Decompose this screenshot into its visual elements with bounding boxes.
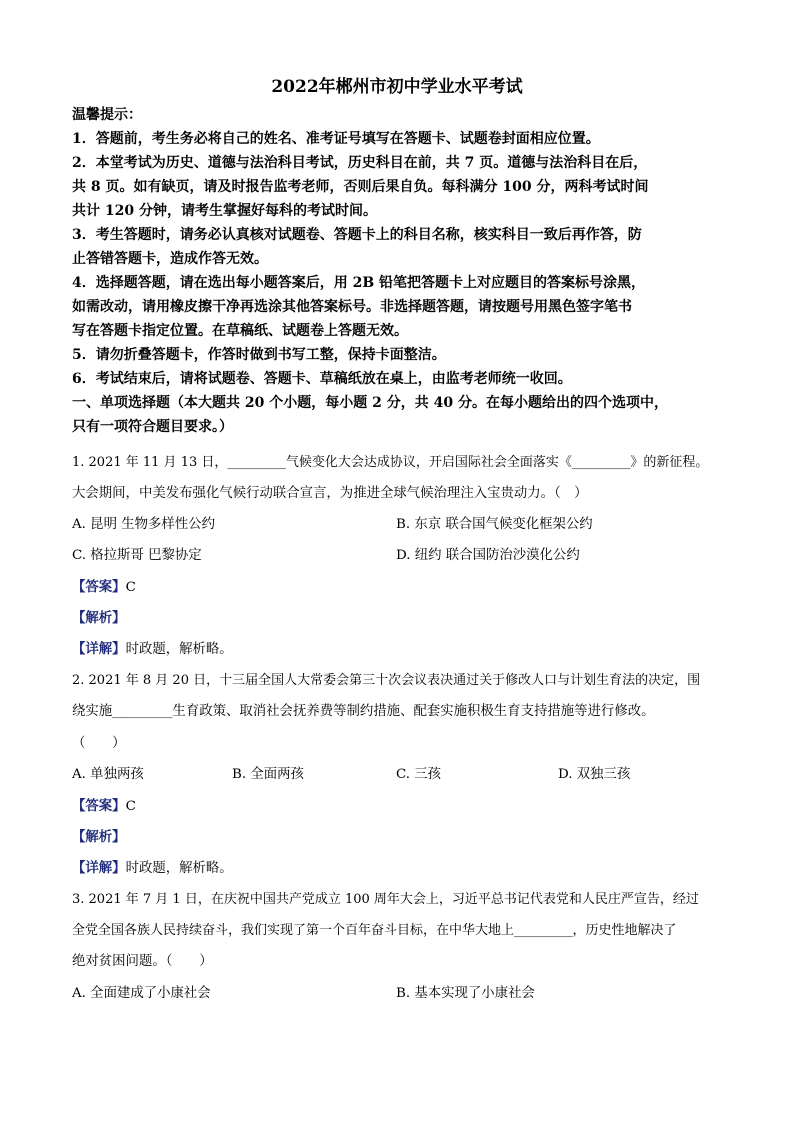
detail-line <box>72 640 728 659</box>
option-a: A. 单独两孩 <box>72 767 144 782</box>
question-3-stem: 全党全国各族人民持续奋斗，我们实现了第一个百年奋斗目标，在中华大地上_________，历史性地解决了 <box>72 923 677 938</box>
answer-tag: 【答案】 <box>72 579 126 595</box>
detail-tag: 【详解】 <box>72 860 126 876</box>
detail-line <box>72 859 728 878</box>
notice-heading: 温馨提示： <box>72 107 142 123</box>
answer-value: C <box>125 580 136 595</box>
section-heading: 一、单项选择题（本大题共 20 个小题，每小题 2 分，共 40 分。在每小题给出的四个选项中， <box>72 395 668 411</box>
option-b: B. 基本实现了小康社会 <box>396 986 535 1001</box>
analysis-tag: 【解析】 <box>72 610 126 626</box>
option-d: D. 双独三孩 <box>558 767 631 782</box>
answer-line <box>72 578 728 597</box>
notice-line: 写在答题卡指定位置。在草稿纸、试题卷上答题无效。 <box>72 323 408 339</box>
notice-line: 止答错答题卡，造成作答无效。 <box>72 251 268 267</box>
answer-line <box>72 797 728 816</box>
notice-line: 共计 120 分钟，请考生掌握好每科的考试时间。 <box>72 203 377 219</box>
option-a: A. 昆明 生物多样性公约 <box>72 517 215 532</box>
analysis-tag: 【解析】 <box>72 829 126 845</box>
notice-line: 6．考试结束后，请将试题卷、答题卡、草稿纸放在桌上，由监考老师统一收回。 <box>72 371 572 387</box>
section-heading: 只有一项符合题目要求。） <box>72 419 233 435</box>
option-a: A. 全面建成了小康社会 <box>72 986 211 1001</box>
notice-line: 共 8 页。如有缺页，请及时报告监考老师，否则后果自负。每科满分 100 分，两科考试时间 <box>72 179 649 195</box>
notice-line: 4．选择题答题，请在选出每小题答案后，用 2B 铅笔把答题卡上对应题目的答案标号涂黑， <box>72 275 646 291</box>
question-3-stem: 3. 2021 年 7 月 1 日，在庆祝中国共产党成立 100 周年大会上，习近平总书记代表党和人民庄严宣告，经过 <box>72 892 699 907</box>
notice-line: 如需改动，请用橡皮擦干净再选涂其他答案标号。非选择题答题，请按题号用黑色签字笔书 <box>72 299 632 315</box>
option-c: C. 三孩 <box>396 767 442 782</box>
question-3-stem: 绝对贫困问题。（ ） <box>72 954 213 969</box>
question-2-stem: 绕实施_________生育政策、取消社会抚养费等制约措施、配套实施积极生育支持措施等进行修改。 <box>72 704 655 719</box>
question-1-stem: 大会期间，中美发布强化气候行动联合宣言，为推进全球气候治理注入宝贵动力。（ ） <box>72 486 588 501</box>
option-c: C. 格拉斯哥 巴黎协定 <box>72 548 202 563</box>
question-2-stem: 2. 2021 年 8 月 20 日，十三届全国人大常委会第三十次会议表决通过关于修改人口与计划生育法的决定，围 <box>72 673 701 688</box>
detail-text: 时政题，解析略。 <box>125 642 233 657</box>
analysis-line <box>72 609 728 628</box>
option-b: B. 全面两孩 <box>232 767 304 782</box>
notice-line: 2．本堂考试为历史、道德与法治科目考试，历史科目在前，共 7 页。道德与法治科目在后， <box>72 155 648 171</box>
answer-value: C <box>125 799 136 814</box>
page-title: 2022年郴州市初中学业水平考试 <box>271 77 523 97</box>
question-1-stem: 1. 2021 年 11 月 13 日，_________气候变化大会达成协议，开启国际社会全面落实《_________》的新征程。 <box>72 455 709 470</box>
option-b: B. 东京 联合国气候变化框架公约 <box>396 517 593 532</box>
notice-line: 1．答题前，考生务必将自己的姓名、准考证号填写在答题卡、试题卷封面相应位置。 <box>72 131 600 147</box>
notice-line: 3．考生答题时，请务必认真核对试题卷、答题卡上的科目名称，核实科目一致后再作答，防 <box>72 227 642 243</box>
detail-tag: 【详解】 <box>72 641 126 657</box>
answer-tag: 【答案】 <box>72 798 126 814</box>
analysis-line <box>72 828 728 847</box>
notice-line: 5．请勿折叠答题卡，作答时做到书写工整，保持卡面整洁。 <box>72 347 446 363</box>
option-d: D. 纽约 联合国防治沙漠化公约 <box>396 548 580 563</box>
question-2-stem: （ ） <box>72 736 126 751</box>
detail-text: 时政题，解析略。 <box>125 861 233 876</box>
